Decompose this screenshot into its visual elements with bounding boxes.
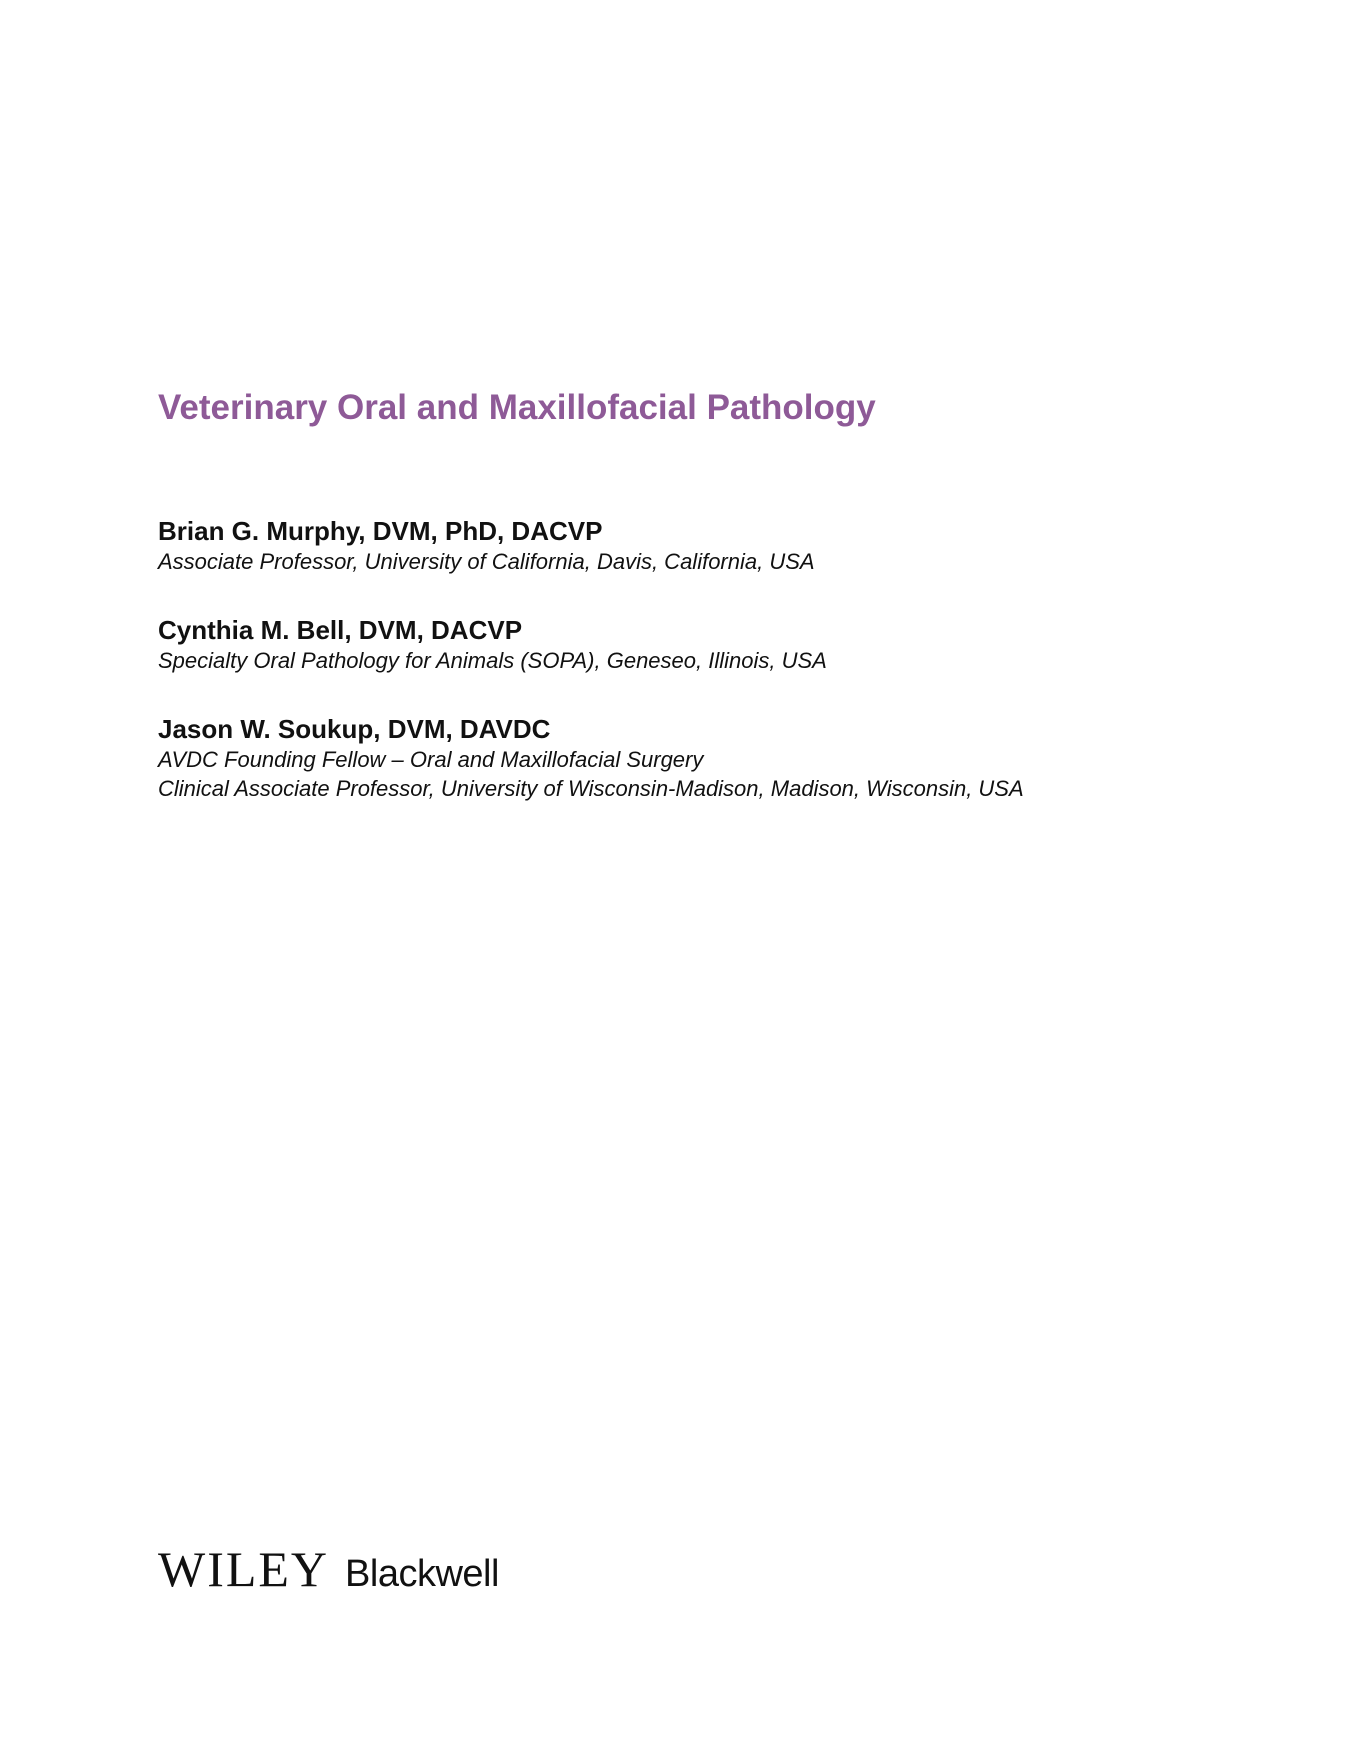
author-affiliation: Associate Professor, University of California, Davis, California, USA [158, 549, 815, 574]
author-affiliation: AVDC Founding Fellow – Oral and Maxillofacial Surgery [158, 747, 704, 772]
book-title: Veterinary Oral and Maxillofacial Pathology [158, 388, 876, 427]
author-affiliation: Clinical Associate Professor, University of Wisconsin-Madison, Madison, Wisconsin, USA [158, 776, 1024, 801]
wiley-wordmark: WILEY [158, 1541, 330, 1597]
author-name: Jason W. Soukup, DVM, DAVDC [158, 714, 551, 744]
blackwell-wordmark: Blackwell [345, 1553, 499, 1595]
author-entry [158, 713, 1258, 803]
author-entry [158, 614, 1258, 675]
author-name: Cynthia M. Bell, DVM, DACVP [158, 615, 523, 645]
author-affiliation: Specialty Oral Pathology for Animals (SOPA), Geneseo, Illinois, USA [158, 648, 827, 673]
author-name: Brian G. Murphy, DVM, PhD, DACVP [158, 516, 603, 546]
author-entry [158, 515, 1258, 576]
author-list [158, 515, 1258, 841]
publisher-logo [158, 1540, 499, 1597]
